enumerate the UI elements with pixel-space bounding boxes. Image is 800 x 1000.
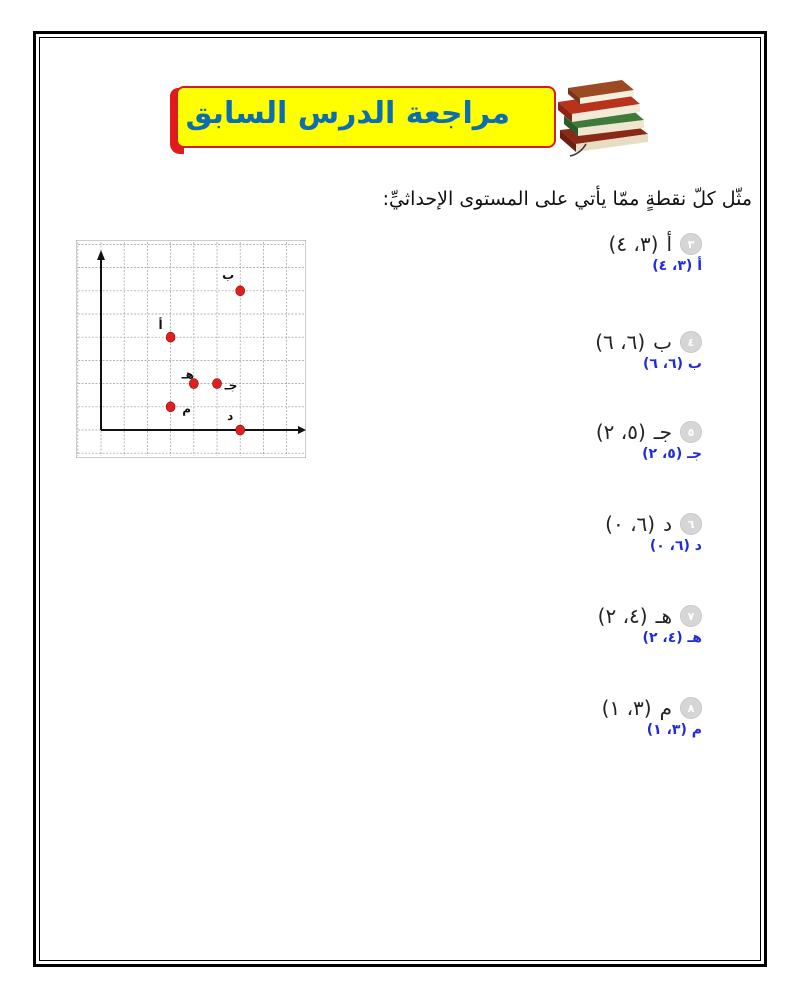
answer-text: هـ (٤، ٢) — [642, 630, 702, 646]
answer-text: ب (٦، ٦) — [642, 356, 702, 372]
point-label: جـ — [653, 420, 672, 444]
point-label: ب — [653, 330, 672, 354]
page-inner-border — [39, 37, 761, 961]
exercise-item-3 — [609, 232, 703, 274]
exercise-number-badge: ٣ — [680, 233, 702, 255]
exercise-number-badge: ٥ — [680, 421, 702, 443]
point-coords: (٥، ٢) — [595, 420, 646, 444]
coordinate-plane — [76, 240, 306, 458]
point-coords: (٣، ٤) — [608, 232, 659, 256]
page-title: مراجعة الدرس السابق — [185, 96, 510, 131]
plot-point-label: د — [227, 409, 234, 423]
exercise-item-4 — [595, 330, 702, 372]
point-label: د — [663, 512, 672, 536]
plot-point-label: م — [182, 401, 191, 416]
answer-text: أ (٣، ٤) — [652, 258, 702, 274]
plot-point — [236, 425, 245, 435]
exercise-number-badge: ٤ — [680, 331, 702, 353]
answer-text: د (٦، ٠) — [649, 538, 702, 554]
point-coords: (٦، ٠) — [605, 512, 656, 536]
plot-point-label: جـ — [224, 378, 238, 393]
plot-point — [213, 379, 222, 389]
instruction-text: مثّل كلّ نقطةٍ ممّا يأتي على المستوى الإحداثيِّ: — [382, 188, 752, 210]
point-coords: (٦، ٦) — [595, 330, 646, 354]
exercise-item-7 — [598, 604, 702, 646]
grid-border — [76, 240, 306, 458]
plot-point-label: ب — [222, 267, 235, 282]
answer-text: جـ (٥، ٢) — [642, 446, 702, 462]
exercise-number-badge: ٧ — [680, 605, 702, 627]
plot-point-label: هـ — [181, 367, 195, 382]
point-coords: (٤، ٢) — [597, 604, 648, 628]
point-label: أ — [666, 232, 672, 256]
plot-point-label: أ — [158, 318, 163, 333]
exercise-item-5 — [596, 420, 702, 462]
point-coords: (٣، ١) — [601, 696, 652, 720]
plot-point — [236, 286, 245, 296]
point-label: م — [659, 696, 672, 720]
point-label: هـ — [655, 604, 672, 628]
plot-point — [166, 402, 175, 412]
books-icon — [540, 78, 660, 158]
exercise-number-badge: ٨ — [680, 697, 702, 719]
exercise-number-badge: ٦ — [680, 513, 702, 535]
exercise-item-8 — [602, 696, 702, 738]
title-banner — [170, 86, 560, 156]
exercise-item-6 — [605, 512, 702, 554]
plot-point — [166, 332, 175, 342]
answer-text: م (٣، ١) — [646, 722, 702, 738]
